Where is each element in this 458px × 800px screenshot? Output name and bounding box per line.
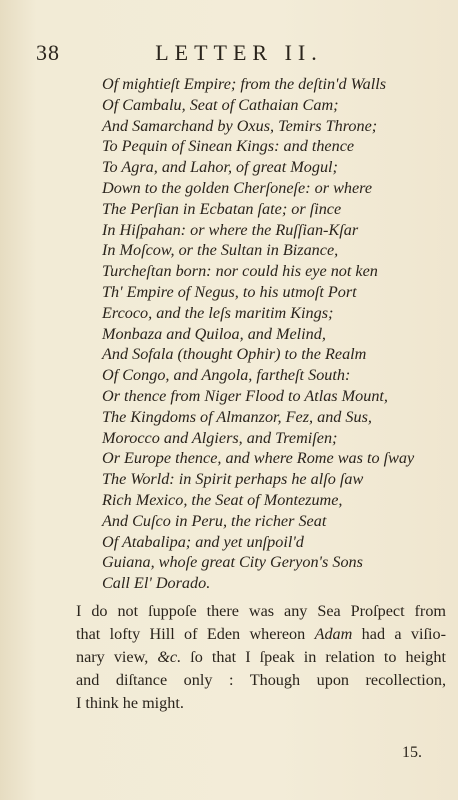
verse-line: To Pequin of Sinean Kings: and thence <box>102 137 355 156</box>
verse-line: Or thence from Niger Flood to Atlas Mount, <box>102 386 388 405</box>
verse-line: And Samarchand by Oxus, Temirs Throne; <box>102 116 378 135</box>
verse-line: In Hiſpahan: or where the Ruſſian-Kſar <box>102 220 359 239</box>
prose-paragraph <box>76 600 446 715</box>
verse-line: Monbaza and Quiloa, and Melind, <box>102 324 326 343</box>
prose-line: I do not ſuppoſe there was any Sea Proſpect from <box>76 602 446 620</box>
verse-quotation <box>102 74 447 594</box>
verse-line: Down to the golden Cherſoneſe: or where <box>102 178 373 197</box>
page-number: 38 <box>36 40 60 65</box>
verse-line: And Cuſco in Peru, the richer Seat <box>102 511 327 530</box>
verse-line: Ercoco, and the leſs maritim Kings; <box>102 303 334 322</box>
verse-line: Rich Mexico, the Seat of Montezume, <box>102 490 343 509</box>
prose-text: ſo that I ſpeak in relation to height <box>181 648 446 666</box>
prose-line: I think he might. <box>76 694 184 712</box>
prose-text: that lofty Hill of Eden whereon <box>76 625 315 643</box>
prose-line <box>76 646 446 669</box>
prose-text: had a viſio- <box>352 625 446 643</box>
verse-line: Of Congo, and Angola, fartheſt South: <box>102 366 351 385</box>
verse-line: In Moſcow, or the Sultan in Bizance, <box>102 241 339 260</box>
prose-name-adam: Adam <box>314 625 353 643</box>
verse-line: To Agra, and Lahor, of great Mogul; <box>102 158 338 177</box>
verse-line: Call El' Dorado. <box>102 574 211 593</box>
verse-line: Th' Empire of Negus, to his utmoſt Port <box>102 282 357 301</box>
prose-line: and diſtance only : Though upon recollection, <box>76 671 446 689</box>
verse-line: Or Europe thence, and where Rome was to ſway <box>102 449 415 468</box>
verse-line: Of mightieſt Empire; from the deſtin'd Walls <box>102 75 387 93</box>
verse-line: Turcheſtan born: nor could his eye not ken <box>102 262 378 281</box>
prose-line <box>76 623 446 646</box>
running-head: LETTER II. <box>155 40 323 65</box>
verse-line: Of Cambalu, Seat of Cathaian Cam; <box>102 95 339 114</box>
verse-line: The Perſian in Ecbatan ſate; or ſince <box>102 199 342 218</box>
verse-line: Of Atabalipa; and yet unſpoil'd <box>102 532 304 551</box>
prose-etc: &c. <box>157 648 182 666</box>
verse-line: The Kingdoms of Almanzor, Fez, and Sus, <box>102 407 372 426</box>
verse-line: Morocco and Algiers, and Tremiſen; <box>102 428 338 447</box>
verse-line: The World: in Spirit perhaps he alſo ſaw <box>102 470 364 489</box>
verse-line: And Sofala (thought Ophir) to the Realm <box>102 345 367 364</box>
prose-text: nary view, <box>76 648 158 666</box>
signature-mark: 15. <box>402 744 422 761</box>
verse-line: Guiana, whoſe great City Geryon's Sons <box>102 553 363 572</box>
page-header <box>36 40 418 70</box>
